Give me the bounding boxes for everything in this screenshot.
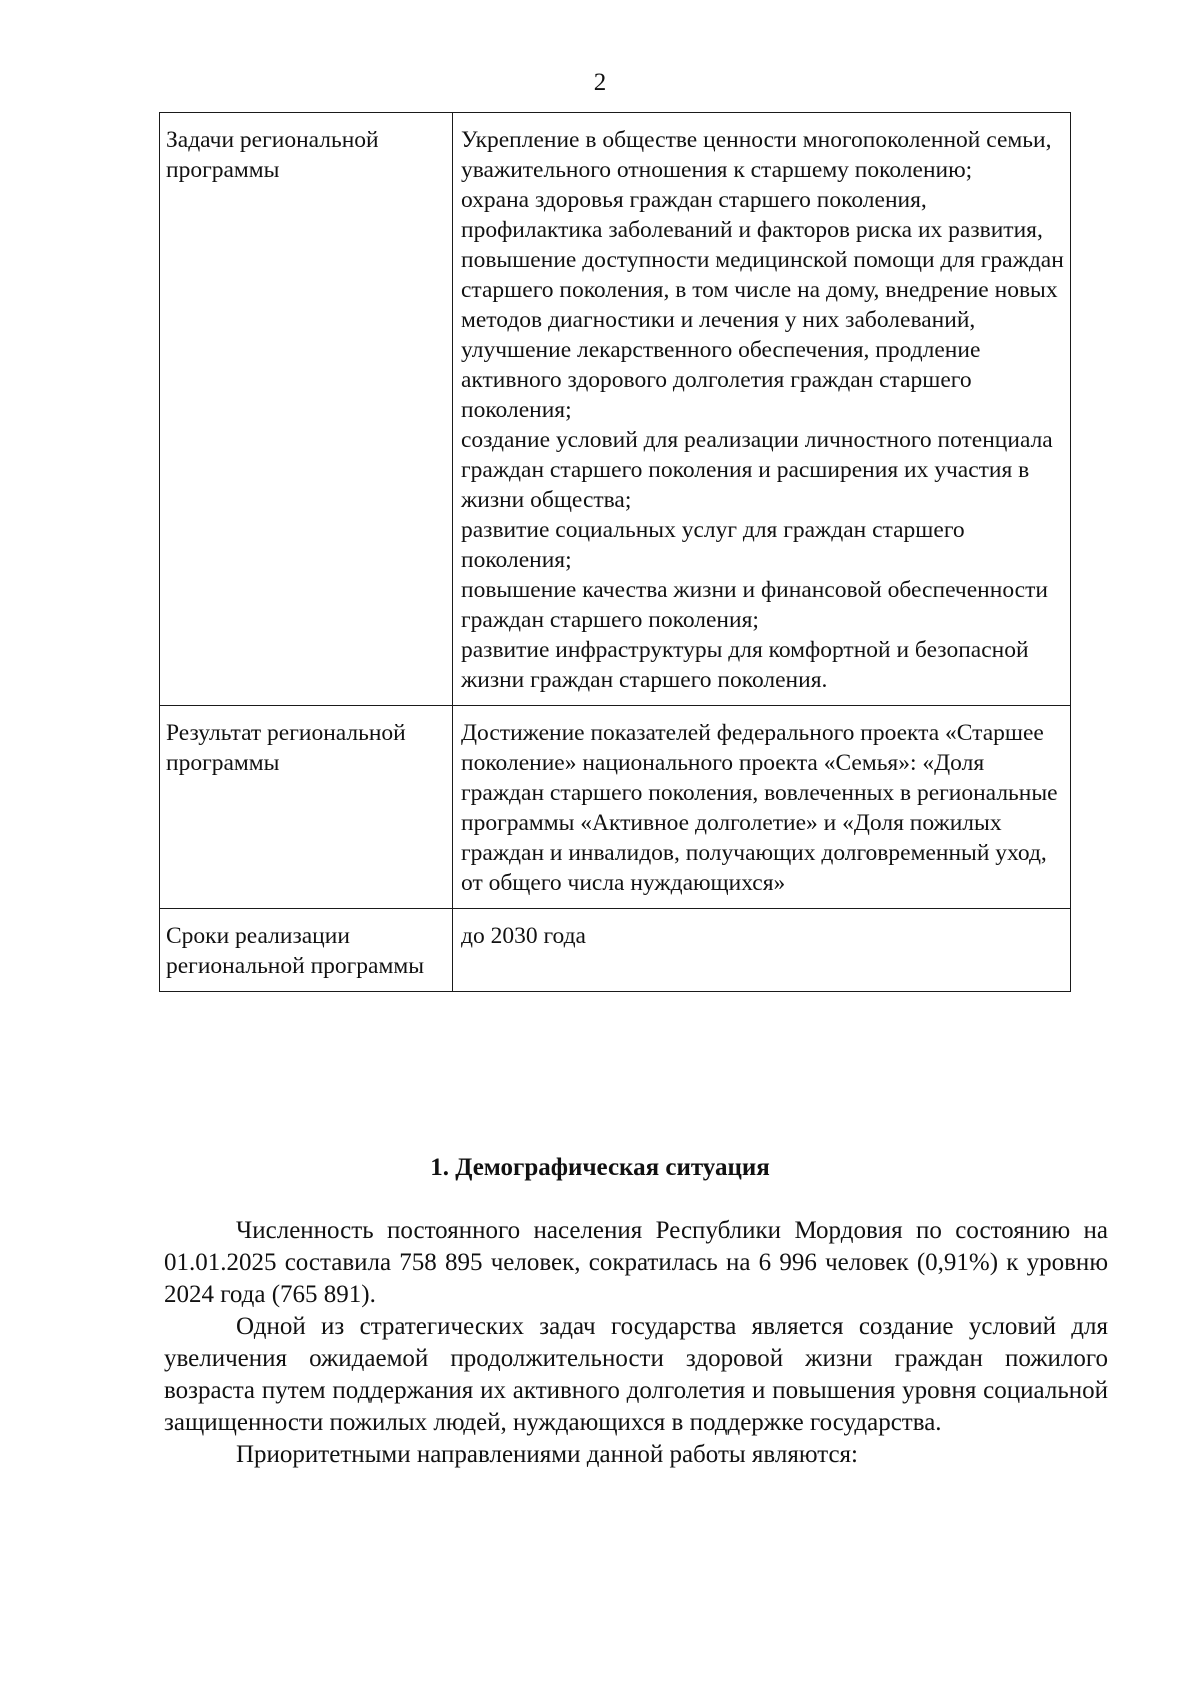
page-number: 2 — [593, 69, 607, 96]
task-line: охрана здоровья граждан старшего поколения, профилактика заболеваний и факторов риска их развития, повышение доступности медицинской помощи для граждан старшего поколения, в том числе на дому, внедрение новых методов диагностики и лечения у них заболеваний, улучшение лекарственного обеспечения, продление активного здорового долголетия граждан старшего поколения; — [461, 187, 1064, 423]
tasks-label: Задачи региональной программы — [160, 113, 453, 706]
task-line: развитие инфраструктуры для комфортной и безопасной жизни граждан старшего поколения. — [461, 637, 1029, 693]
program-passport-table — [159, 112, 1071, 992]
result-value — [453, 706, 1071, 909]
paragraph: Приоритетными направлениями данной работы являются: — [236, 1441, 858, 1468]
section-body — [164, 1215, 1108, 1471]
table-row-tasks — [160, 113, 1071, 706]
deadline-value — [453, 909, 1071, 992]
table-row-result — [160, 706, 1071, 909]
task-line: развитие социальных услуг для граждан старшего поколения; — [461, 517, 965, 573]
tasks-value — [453, 113, 1071, 706]
paragraph: Численность постоянного населения Республики Мордовия по состоянию на 01.01.2025 составила 758 895 человек, сократилась на 6 996 человек (0,91%) к уровню 2024 года (765 891). — [164, 1217, 1108, 1308]
table-row-deadline — [160, 909, 1071, 992]
task-line: создание условий для реализации личностного потенциала граждан старшего поколения и расширения их участия в жизни общества; — [461, 427, 1053, 513]
task-line: Укрепление в обществе ценности многопоколенной семьи, уважительного отношения к старшему поколению; — [461, 127, 1052, 183]
result-line: Достижение показателей федерального проекта «Старшее поколение» национального проекта «Семья»: «Доля граждан старшего поколения, вовлеченных в региональные программы «Активное долголетие» и «Доля пожилых граждан и инвалидов, получающих долговременный уход, от общего числа нуждающихся» — [461, 720, 1058, 896]
result-label: Результат региональной программы — [160, 706, 453, 909]
deadline-label: Сроки реализации региональной программы — [160, 909, 453, 992]
task-line: повышение качества жизни и финансовой обеспеченности граждан старшего поколения; — [461, 577, 1048, 633]
section-heading: 1. Демографическая ситуация — [430, 1154, 770, 1181]
deadline-line: до 2030 года — [461, 923, 586, 949]
paragraph: Одной из стратегических задач государства является создание условий для увеличения ожидаемой продолжительности здоровой жизни граждан пожилого возраста путем поддержания их активного долголетия и повышения уровня социальной защищенности пожилых людей, нуждающихся в поддержке государства. — [164, 1313, 1108, 1436]
